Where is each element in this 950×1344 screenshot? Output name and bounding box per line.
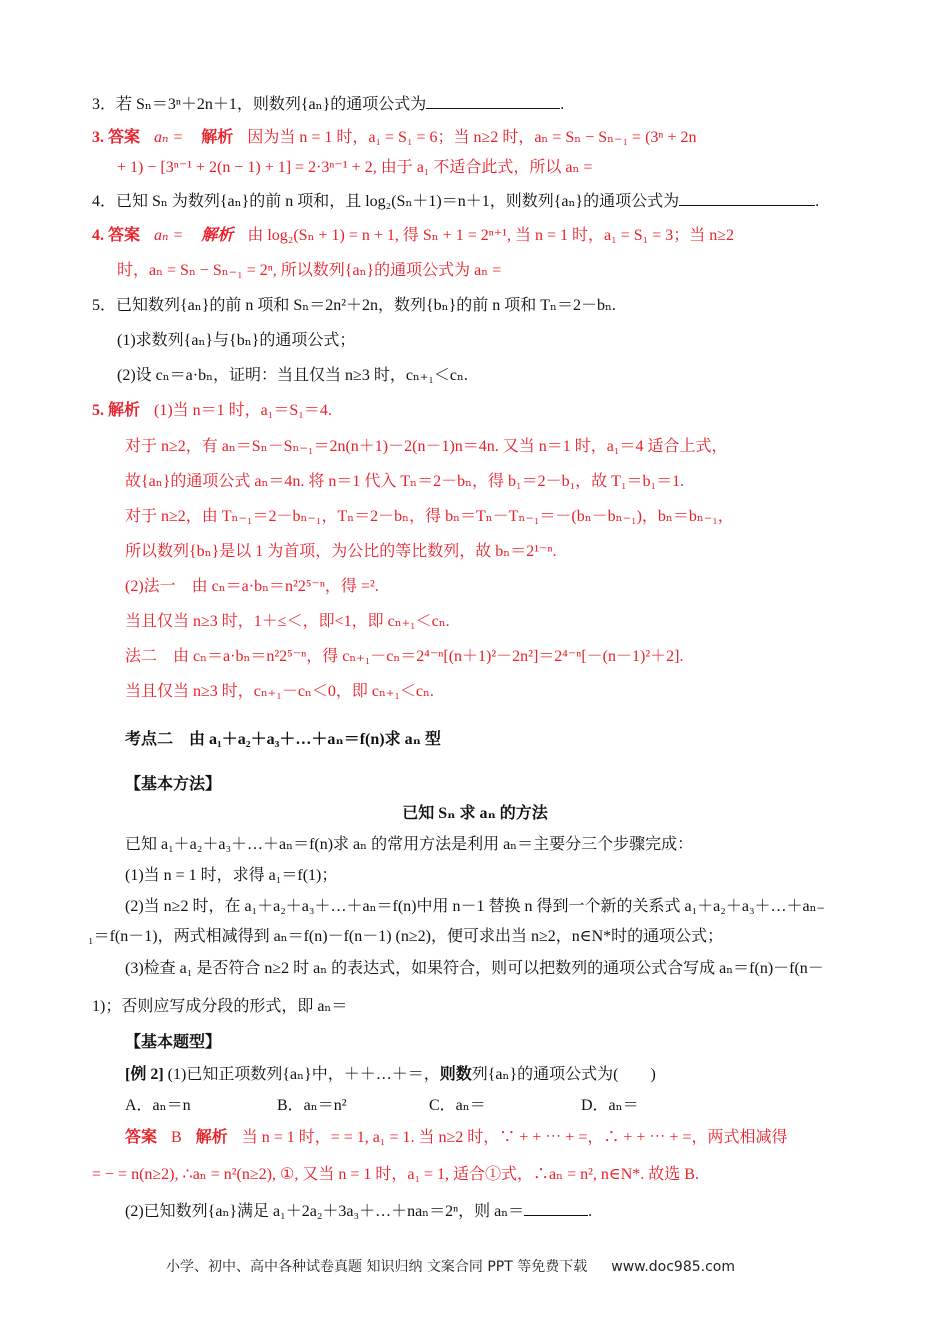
answer-5-line: 当且仅当 n≥3 时，cₙ₊₁－cₙ＜0，即 cₙ₊₁＜cₙ.: [125, 683, 434, 700]
answer-3-line2: + 1) − [3ⁿ⁻¹ + 2(n − 1) + 1] = 2·3ⁿ⁻¹ + 2, 由于 a₁ 不适合此式，所以 aₙ =: [117, 159, 593, 176]
example-2-question-1: [125, 1065, 656, 1085]
answer-blank: [679, 191, 815, 206]
question-4-text: 4．已知 Sₙ 为数列{aₙ}的前 n 项和，且 log₂(Sₙ＋1)＝n＋1，则数列{aₙ}的通项公式为: [92, 193, 680, 210]
answer-5-line: 对于 n≥2，由 Tₙ₋₁＝2－bₙ₋₁，Tₙ＝2－bₙ，得 bₙ＝Tₙ－Tₙ₋₁＝－(bₙ－bₙ₋₁)，bₙ＝bₙ₋₁，: [125, 508, 734, 525]
answer-label: 答案: [108, 129, 141, 146]
question-text: (2)已知数列{aₙ}满足 a₁＋2a₂＋3a₃＋…＋naₙ＝2ⁿ，则 aₙ＝: [125, 1203, 525, 1220]
method-line: 已知 a₁＋a₂＋a₃＋…＋aₙ＝f(n)求 aₙ 的常用方法是利用 aₙ＝主要分三个步骤完成：: [125, 836, 694, 853]
answer-5-line: 对于 n≥2，有 aₙ＝Sₙ－Sₙ₋₁＝2n(n＋1)－2(n－1)n＝4n. 又当 n＝1 时，a₁＝4 适合上式，: [125, 438, 728, 455]
type-heading: 【基本题型】: [125, 1034, 222, 1051]
example-label: [例 2]: [125, 1066, 164, 1083]
question-4: [92, 191, 819, 212]
analysis-label: 解析: [195, 1129, 228, 1146]
answer-4-line2: 时，aₙ = Sₙ − Sₙ₋₁ = 2ⁿ, 所以数列{aₙ}的通项公式为 aₙ =: [117, 262, 502, 279]
method-title: 已知 Sₙ 求 aₙ 的方法: [402, 805, 548, 822]
question-3: [92, 94, 564, 115]
question-3-text: 3．若 Sₙ＝3ⁿ＋2n＋1，则数列{aₙ}的通项公式为: [92, 96, 427, 113]
method-line: 1)；否则应写成分段的形式，即 aₙ＝: [92, 998, 348, 1015]
analysis-text: 由 log₂(Sₙ + 1) = n + 1, 得 Sₙ + 1 = 2ⁿ⁺¹, 当 n = 1 时，a₁ = S₁ = 3；当 n≥2: [247, 227, 735, 244]
option-b: B．aₙ＝n²: [277, 1097, 347, 1114]
analysis-text: (1)当 n＝1 时，a₁＝S₁＝4.: [154, 402, 332, 419]
example-2-answer-line2: = − = n(n≥2), ∴aₙ = n²(n≥2), ①, 又当 n = 1 时，a₁ = 1, 适合①式，∴aₙ = n², n∈N*. 故选 B.: [92, 1166, 699, 1183]
question-text: (1)已知正项数列{aₙ}中，＋＋…＋＝，: [167, 1066, 440, 1083]
example-2-question-2: [125, 1201, 592, 1222]
answer-number: 4.: [92, 227, 104, 244]
answer-value: B: [171, 1129, 182, 1146]
answer-blank: [524, 1201, 588, 1216]
footer-link[interactable]: www.doc985.com: [611, 1259, 735, 1275]
footer: [166, 1257, 735, 1277]
method-line: (1)当 n = 1 时，求得 a₁＝f(1)；: [125, 867, 338, 884]
answer-number: 3.: [92, 129, 104, 146]
question-text-bold: 则数: [439, 1066, 472, 1083]
question-5: 5．已知数列{aₙ}的前 n 项和 Sₙ＝2n²＋2n，数列{bₙ}的前 n 项和 Tₙ＝2－bₙ.: [92, 297, 616, 314]
method-line: (3)检查 a₁ 是否符合 n≥2 时 aₙ 的表达式，如果符合，则可以把数列的通项公式合写成 aₙ＝f(n)－f(n－: [125, 960, 824, 977]
answer-5-line: 当且仅当 n≥3 时，1＋≤＜，即<1，即 cₙ₊₁＜cₙ.: [125, 613, 450, 630]
option-a: A．aₙ＝n: [125, 1097, 191, 1114]
answer-5-line1: [92, 401, 332, 421]
footer-text: 小学、初中、高中各种试卷真题 知识归纳 文案合同 PPT 等免费下载: [166, 1259, 588, 1275]
answer-blank: [426, 94, 560, 109]
answer-5-line: (2)法一 由 cₙ＝a·bₙ＝n²2⁵⁻ⁿ，得 =².: [125, 578, 379, 595]
answer-value: aₙ =: [154, 227, 184, 244]
answer-5-line: 故{aₙ}的通项公式 aₙ＝4n. 将 n＝1 代入 Tₙ＝2－bₙ，得 b₁＝2－b₁，故 T₁＝b₁＝1.: [125, 473, 685, 490]
question-text: 列{aₙ}的通项公式为( ): [471, 1066, 656, 1083]
period: .: [588, 1203, 593, 1220]
answer-number: 5.: [92, 402, 104, 419]
analysis-label: 解析: [201, 129, 234, 146]
period: .: [815, 193, 820, 210]
answer-3-line1: [92, 128, 696, 148]
analysis-text: 因为当 n = 1 时，a₁ = S₁ = 6；当 n≥2 时，aₙ = Sₙ − Sₙ₋₁ = (3ⁿ + 2n: [247, 129, 697, 146]
method-heading: 【基本方法】: [125, 776, 222, 793]
answer-4-line1: [92, 226, 734, 246]
answer-label: 答案: [108, 227, 141, 244]
question-5-part2: (2)设 cₙ＝a·bₙ，证明：当且仅当 n≥3 时，cₙ₊₁＜cₙ.: [117, 367, 468, 384]
option-d: D．aₙ＝: [581, 1097, 639, 1114]
answer-5-line: 所以数列{bₙ}是以 1 为首项，为公比的等比数列，故 bₙ＝2¹⁻ⁿ.: [125, 543, 557, 560]
analysis-label: 解析: [201, 227, 234, 244]
answer-value: aₙ =: [154, 129, 184, 146]
analysis-label: 解析: [108, 402, 141, 419]
analysis-text: 当 n = 1 时，= = 1, a₁ = 1. 当 n≥2 时，∵ + + ⋯ + =，∴ + + ⋯ + =，两式相减得: [241, 1129, 788, 1146]
answer-label: 答案: [125, 1129, 158, 1146]
method-line: (2)当 n≥2 时，在 a₁＋a₂＋a₃＋…＋aₙ＝f(n)中用 n－1 替换 n 得到一个新的关系式 a₁＋a₂＋a₃＋…＋aₙ₋: [125, 898, 825, 915]
example-2-answer-line1: [125, 1128, 787, 1148]
option-c: C．aₙ＝: [429, 1097, 486, 1114]
method-line: ₁＝f(n－1)，两式相减得到 aₙ＝f(n)－f(n－1) (n≥2)，便可求出当 n≥2，n∈N*时的通项公式；: [88, 928, 724, 945]
answer-5-line: 法二 由 cₙ＝a·bₙ＝n²2⁵⁻ⁿ，得 cₙ₊₁－cₙ＝2⁴⁻ⁿ[(n＋1)²－2n²]＝2⁴⁻ⁿ[－(n－1)²＋2].: [125, 648, 684, 665]
section-heading: 考点二 由 a₁＋a₂＋a₃＋…＋aₙ＝f(n)求 aₙ 型: [125, 731, 441, 748]
options: [125, 1096, 733, 1116]
question-5-part1: (1)求数列{aₙ}与{bₙ}的通项公式；: [117, 332, 356, 349]
period: .: [560, 96, 565, 113]
